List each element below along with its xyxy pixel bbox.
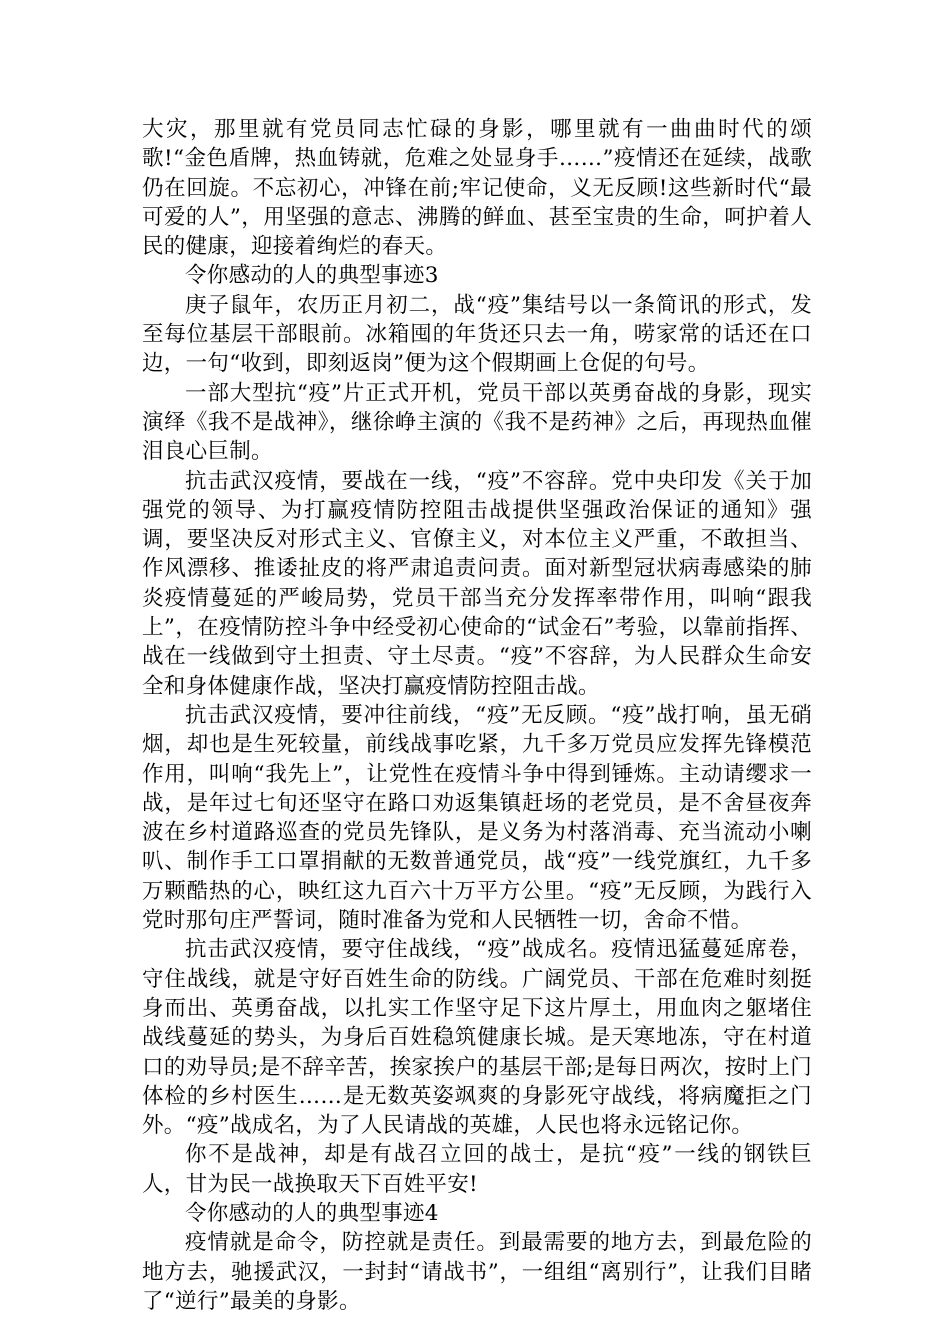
section-heading-4: 令你感动的人的典型事迹4 xyxy=(185,1200,439,1226)
paragraph-continuation: 大灾，那里就有党员同志忙碌的身影，哪里就有一曲曲时代的颂歌!“金色盾牌，热血铸就，危难之处显身手……”疫情还在延续，战歌仍在回旋。不忘初心，冲锋在前;牢记使命，义无反顾!这些新时代“最可爱的人”，用坚强的意志、沸腾的鲜血、甚至宝贵的生命，呵护着人民的健康，迎接着绚烂的春天。 xyxy=(142,117,812,260)
document-body xyxy=(142,115,812,1316)
section-heading-3: 令你感动的人的典型事迹3 xyxy=(185,263,439,289)
paragraph: 一部大型抗“疫”片正式开机，党员干部以英勇奋战的身影，现实演绎《我不是战神》，继徐峥主演的《我不是药神》之后，再现热血催泪良心巨制。 xyxy=(142,380,812,465)
paragraph: 疫情就是命令，防控就是责任。到最需要的地方去，到最危险的地方去，驰援武汉，一封封“请战书”，一组组“离别行”，让我们目睹了“逆行”最美的身影。 xyxy=(142,1230,812,1314)
paragraph: 庚子鼠年，农历正月初二，战“疫”集结号以一条简讯的形式，发至每位基层干部眼前。冰箱囤的年货还只去一角，唠家常的话还在口边，一句“收到，即刻返岗”便为这个假期画上仓促的句号。 xyxy=(142,292,812,377)
paragraph: 抗击武汉疫情，要战在一线，“疫”不容辞。党中央印发《关于加强党的领导、为打赢疫情防控阻击战提供坚强政治保证的通知》强调，要坚决反对形式主义、官僚主义，对本位主义严重，不敢担当、作风漂移、推诿扯皮的将严肃追责问责。面对新型冠状病毒感染的肺炎疫情蔓延的严峻局势，党员干部当充分发挥率带作用，叫响“跟我上”，在疫情防控斗争中经受初心使命的“试金石”考验，以靠前指挥、战在一线做到守土担责、守土尽责。“疫”不容辞，为人民群众生命安全和身体健康作战，坚决打赢疫情防控阻击战。 xyxy=(142,468,812,699)
paragraph: 抗击武汉疫情，要守住战线，“疫”战成名。疫情迅猛蔓延席卷，守住战线，就是守好百姓生命的防线。广阔党员、干部在危难时刻挺身而出、英勇奋战，以扎实工作坚守足下这片厚土，用血肉之躯堵住战线蔓延的势头，为身后百姓稳筑健康长城。是天寒地冻，守在村道口的劝导员;是不辞辛苦，挨家挨户的基层干部;是每日两次，按时上门体检的乡村医生……是无数英姿飒爽的身影死守战线，将病魔拒之门外。“疫”战成名，为了人民请战的英雄，人民也将永远铭记你。 xyxy=(142,937,812,1139)
paragraph: 抗击武汉疫情，要冲往前线，“疫”无反顾。“疫”战打响，虽无硝烟，却也是生死较量，前线战事吃紧，九千多万党员应发挥先锋模范作用，叫响“我先上”，让党性在疫情斗争中得到锤炼。主动请缨求一战，是年过七旬还坚守在路口劝返集镇赶场的老党员，是不舍昼夜奔波在乡村道路巡查的党员先锋队，是义务为村落消毒、充当流动小喇叭、制作手工口罩捐献的无数普通党员，战“疫”一线党旗红，九千多万颗酷热的心，映红这九百六十万平方公里。“疫”无反顾，为践行入党时那句庄严誓词，随时准备为党和人民牺牲一切，舍命不惜。 xyxy=(142,702,812,934)
paragraph: 你不是战神，却是有战召立回的战士，是抗“疫”一线的钢铁巨人，甘为民一战换取天下百姓平安! xyxy=(142,1142,812,1197)
